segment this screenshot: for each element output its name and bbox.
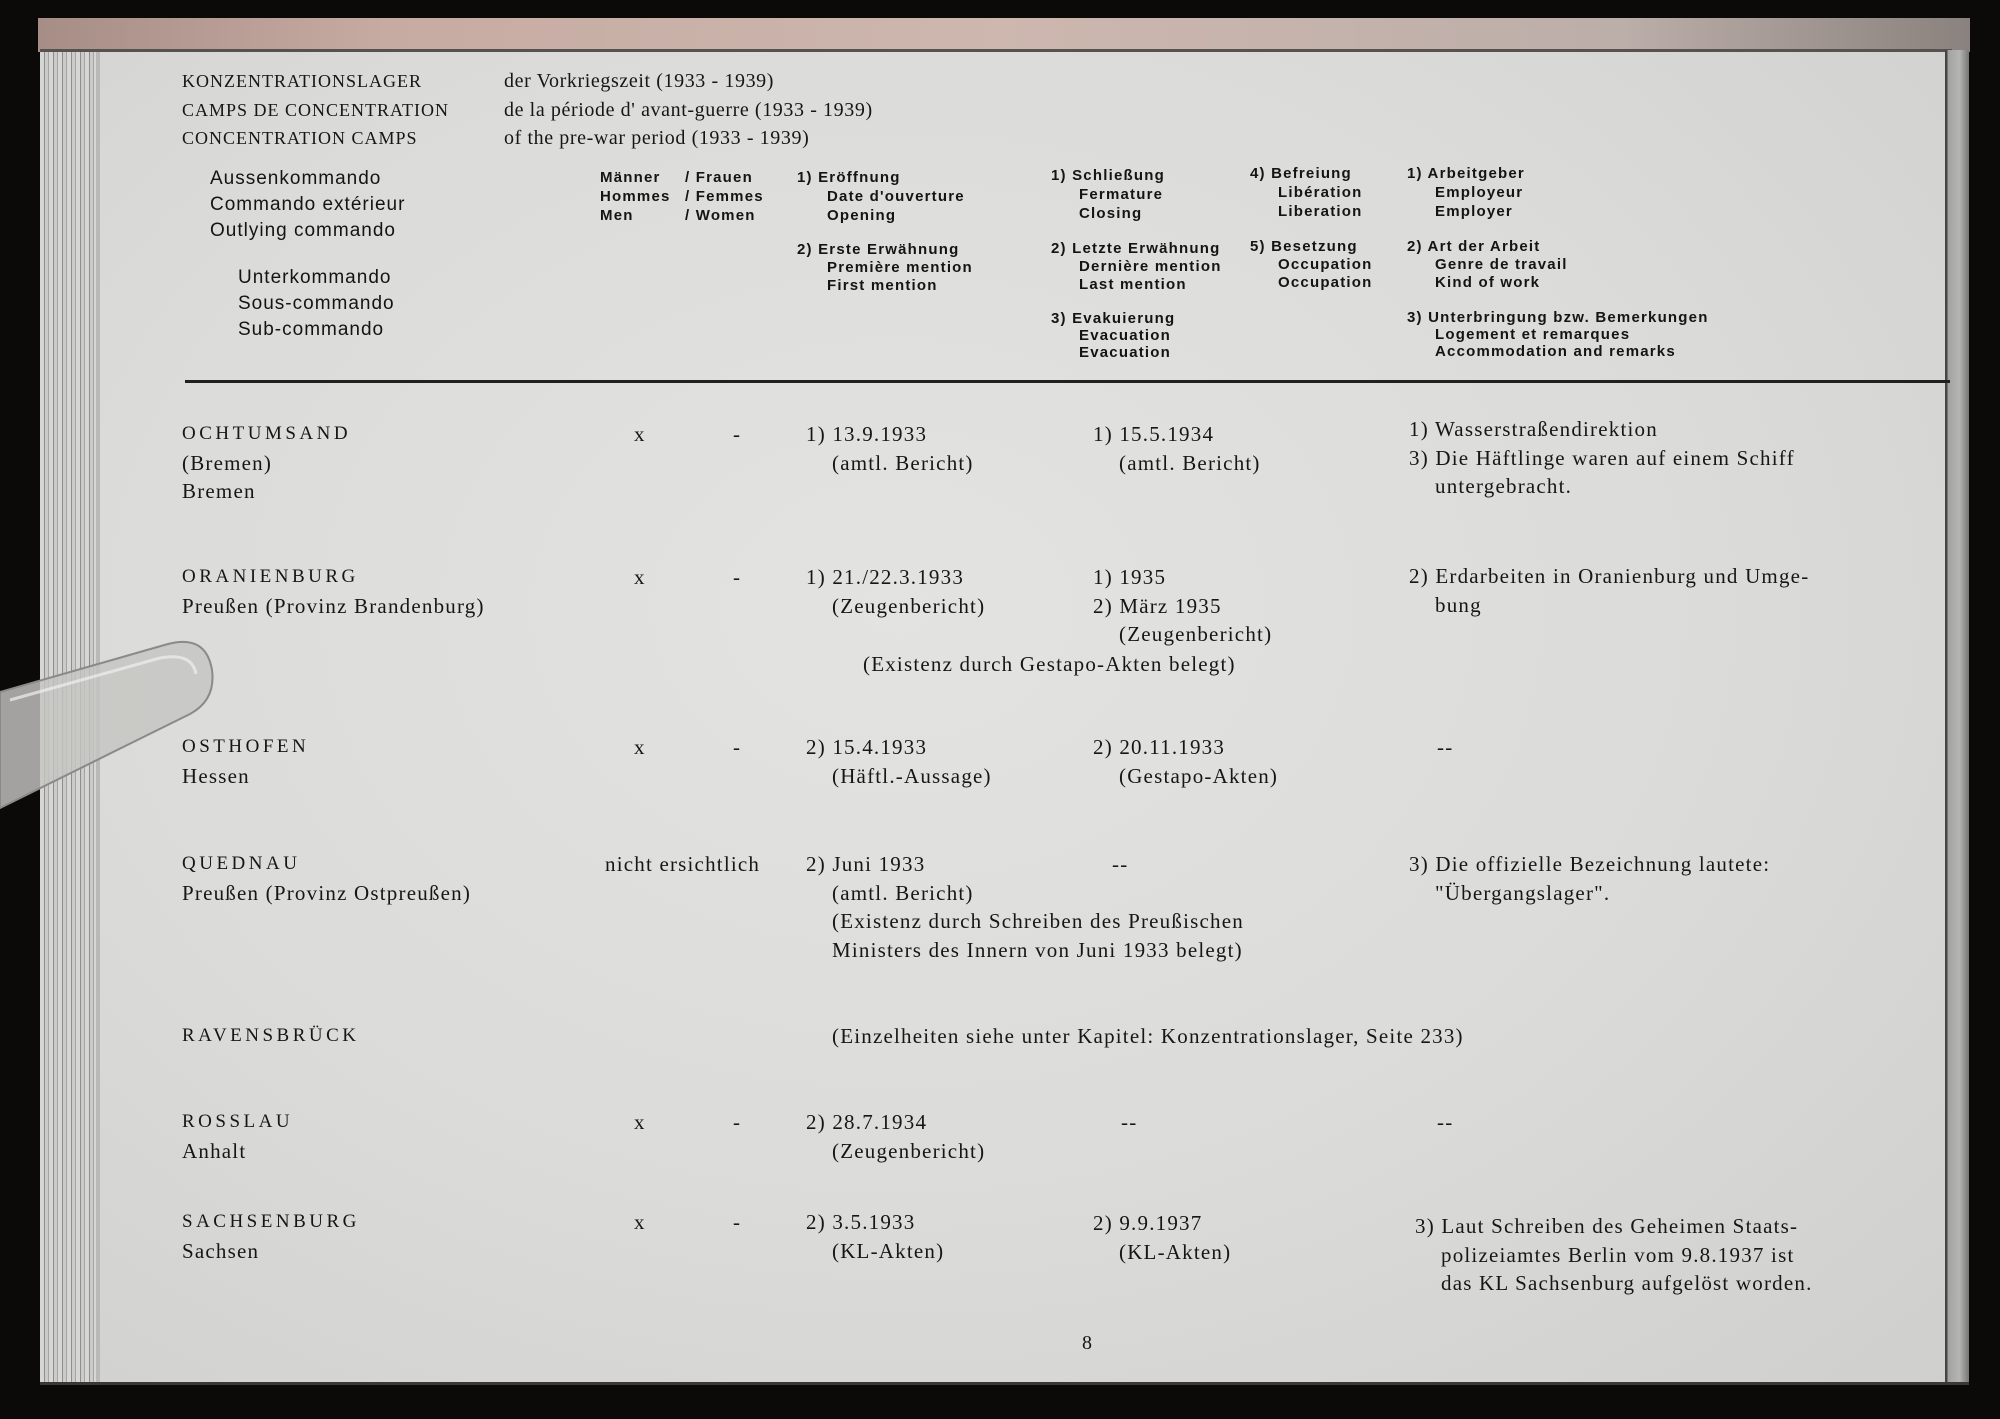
camp-entry-ochtumsand [0,417,2000,503]
remarks-column [1409,415,1795,501]
remarks-line: bung [1435,592,1482,617]
closing-column [1093,420,1261,477]
legend-first-mention-fr: Première mention [827,259,973,276]
camp-name: RAVENSBRÜCK [182,1025,360,1046]
legend-liberation-de: 4) Befreiung [1250,165,1352,182]
opening-column [806,1208,944,1265]
opening-line: (Existenz durch Schreiben des Preußischen [832,909,1244,933]
camp-region: Preußen (Provinz Ostpreußen) [182,880,472,905]
legend-accommodation-de: 3) Unterbringung bzw. Bemerkungen [1407,309,1709,326]
legend-employer-de: 1) Arbeitgeber [1407,165,1525,182]
remarks-column [1409,562,1809,619]
opening-column [806,733,992,790]
legend-men-fr: Hommes [600,188,671,205]
opening-column [806,1108,985,1165]
document-page [40,50,1945,1384]
header-title-de: KONZENTRATIONSLAGER [182,71,422,91]
camp-region: Preußen (Provinz Brandenburg) [182,593,485,618]
remarks-column [1415,1212,1813,1298]
women-mark: - [733,735,742,759]
camp-name: OSTHOFEN [182,736,310,757]
camp-name-block [182,1208,360,1265]
remarks-line: untergebracht. [1435,474,1573,498]
legend-outlying-de: Aussenkommando [210,168,382,189]
legend-men-en: Men [600,207,634,224]
legend-men [600,168,671,225]
camp-region: Anhalt [182,1138,247,1163]
legend-sub-commando [238,265,395,343]
closing-line: (Zeugenbericht) [1119,622,1273,646]
closing-line: -- [1121,1110,1138,1134]
camp-entry-rosslau [0,1108,2000,1163]
page-top-edge [40,49,1952,52]
opening-column [806,850,1244,964]
header-period-fr: de la période d' avant-guerre (1933 - 1939) [504,98,873,121]
remarks-line: das KL Sachsenburg aufgelöst worden. [1441,1271,1813,1295]
legend-women-fr: / Femmes [685,188,764,205]
closing-column [1093,563,1272,649]
page-bottom-edge [40,1382,1969,1385]
legend-work-en: Kind of work [1435,274,1541,291]
legend-last-mention-en: Last mention [1079,276,1187,293]
camp-entry-oranienburg [0,563,2000,676]
header-period-en: of the pre-war period (1933 - 1939) [504,127,810,149]
legend-opening-de: 1) Eröffnung [797,169,901,186]
page-number: 8 [1082,1332,1092,1354]
legend-last-mention-fr: Dernière mention [1079,258,1222,275]
legend-closing [1051,166,1165,223]
closing-column [1093,1209,1231,1266]
closing-line: 2) März 1935 [1093,593,1222,618]
men-mark: x [634,565,646,589]
camp-entry-sachsenburg [0,1208,2000,1295]
closing-column [1121,1108,1137,1137]
book-edge-top [38,18,1970,52]
legend-occupation-en: Occupation [1278,274,1373,291]
header-title-en: CONCENTRATION CAMPS [182,128,418,148]
remarks-line: 3) Die offizielle Bezeichnung lautete: [1409,852,1771,876]
existence-note: (Existenz durch Gestapo-Akten belegt) [863,652,1236,676]
legend-last-mention-de: 2) Letzte Erwähnung [1051,240,1221,257]
camp-name: SACHSENBURG [182,1211,360,1232]
legend-closing-de: 1) Schließung [1051,167,1165,184]
opening-column [806,420,974,477]
opening-line: 2) 3.5.1933 [806,1210,916,1234]
remarks-line: -- [1437,1110,1454,1134]
legend-women-en: / Women [685,207,756,224]
men-mark: x [634,1210,646,1234]
legend-liberation [1250,164,1363,221]
plastic-clip-tab [0,630,230,820]
remarks-line: 1) Wasserstraßendirektion [1409,417,1658,441]
page-right-edge [1945,50,1969,1384]
legend-evacuation-fr: Evacuation [1079,327,1172,344]
camp-name-block [182,850,471,907]
men-mark: x [634,1110,646,1134]
header-titles [182,67,449,153]
legend-outlying-commando [210,166,405,244]
legend-opening-en: Opening [827,207,897,224]
closing-line: -- [1112,852,1129,876]
closing-line: (KL-Akten) [1119,1239,1232,1264]
header-period-de: der Vorkriegszeit (1933 - 1939) [504,70,775,92]
legend-accommodation-fr: Logement et remarques [1435,326,1631,343]
legend-occupation-de: 5) Besetzung [1250,238,1358,255]
opening-column [806,563,985,620]
opening-line: 1) 21./22.3.1933 [806,565,965,589]
legend-occupation-fr: Occupation [1278,256,1373,273]
legend-men-de: Männer [600,169,661,186]
legend-occupation [1250,238,1373,292]
closing-line: 2) 20.11.1933 [1093,735,1226,759]
closing-column [1112,850,1128,879]
opening-line: (KL-Akten) [832,1238,945,1263]
remarks-line: 3) Laut Schreiben des Geheimen Staats- [1415,1214,1799,1238]
legend-employer [1407,164,1525,221]
legend-sub-de: Unterkommando [238,267,392,288]
legend-first-mention-de: 2) Erste Erwähnung [797,241,960,258]
opening-line: (Zeugenbericht) [832,593,986,618]
opening-line: 1) 13.9.1933 [806,422,928,446]
remarks-column [1409,850,1770,907]
remarks-line: "Übergangslager". [1435,880,1611,905]
camp-name-block [182,563,485,620]
remarks-column [1437,1108,1453,1137]
closing-line: (amtl. Bericht) [1119,450,1261,475]
legend-first-mention-en: First mention [827,277,938,294]
closing-column [1093,733,1278,790]
legend-closing-fr: Fermature [1079,186,1164,203]
camp-name: QUEDNAU [182,853,301,874]
legend-accommodation [1407,309,1709,360]
camp-name-block [182,1022,360,1051]
legend-liberation-fr: Libération [1278,184,1363,201]
opening-line: (Häftl.-Aussage) [832,763,992,788]
header-periods [504,67,873,153]
header-title-fr: CAMPS DE CONCENTRATION [182,99,450,120]
legend-women [685,168,764,225]
closing-line: (Gestapo-Akten) [1119,763,1279,788]
legend-outlying-fr: Commando extérieur [210,194,406,215]
camp-name: OCHTUMSAND [182,423,352,444]
opening-line: (amtl. Bericht) [832,880,974,905]
header-divider-rule [185,380,1950,383]
remarks-column [1437,733,1453,762]
legend-evacuation-de: 3) Evakuierung [1051,310,1176,327]
closing-line: 2) 9.9.1937 [1093,1211,1203,1235]
legend-last-mention [1051,240,1222,294]
camp-name: ROSSLAU [182,1111,294,1132]
legend-sub-fr: Sous-commando [238,293,395,314]
legend-evacuation [1051,310,1175,361]
camp-entry-osthofen [0,733,2000,788]
opening-line: (Zeugenbericht) [832,1138,986,1163]
opening-line: (amtl. Bericht) [832,450,974,475]
opening-line: 2) 28.7.1934 [806,1110,928,1134]
legend-kind-of-work [1407,238,1568,292]
opening-line: 2) 15.4.1933 [806,735,928,759]
legend-first-mention [797,241,973,295]
remarks-line: -- [1437,735,1454,759]
camp-name-block [182,733,309,790]
camp-region: Bremen [182,479,256,503]
men-mark: x [634,735,646,759]
opening-line: Ministers des Innern von Juni 1933 belegt) [832,937,1243,962]
closing-line: 1) 15.5.1934 [1093,422,1215,446]
camp-name-block [182,420,351,506]
legend-accommodation-en: Accommodation and remarks [1435,343,1676,360]
remarks-line: polizeiamtes Berlin vom 9.8.1937 ist [1441,1242,1795,1267]
remarks-line: 3) Die Häftlinge waren auf einem Schiff [1409,445,1795,470]
camp-name-block [182,1108,293,1165]
men-mark: x [634,422,646,446]
legend-liberation-en: Liberation [1278,203,1363,220]
camp-entry-ravensbrueck [0,1022,2000,1048]
camp-region: Hessen [182,763,250,788]
women-mark: - [733,565,742,589]
women-mark: - [733,1210,742,1234]
camp-region: (Bremen) [182,450,273,475]
legend-evacuation-en: Evacuation [1079,344,1172,361]
remarks-line: 2) Erdarbeiten in Oranienburg und Umge- [1409,564,1810,588]
legend-opening-fr: Date d'ouverture [827,188,965,205]
women-mark: - [733,422,742,446]
legend-opening [797,168,965,225]
opening-line: 2) Juni 1933 [806,852,926,876]
legend-outlying-en: Outlying commando [210,220,396,241]
legend-work-de: 2) Art der Arbeit [1407,238,1541,255]
legend-work-fr: Genre de travail [1435,256,1568,273]
legend-women-de: / Frauen [685,169,753,186]
legend-employer-en: Employer [1435,203,1513,220]
legend-employer-fr: Employeur [1435,184,1524,201]
closing-line: 1) 1935 [1093,565,1167,589]
legend-sub-en: Sub-commando [238,319,385,340]
camp-entry-quednau [0,850,2000,962]
details-reference-note: (Einzelheiten siehe unter Kapitel: Konzentrationslager, Seite 233) [832,1024,1464,1048]
camp-region: Sachsen [182,1238,260,1263]
women-mark: - [733,1110,742,1134]
camp-name: ORANIENBURG [182,566,359,587]
legend-closing-en: Closing [1079,205,1143,222]
men-women-not-evident: nicht ersichtlich [605,852,761,876]
